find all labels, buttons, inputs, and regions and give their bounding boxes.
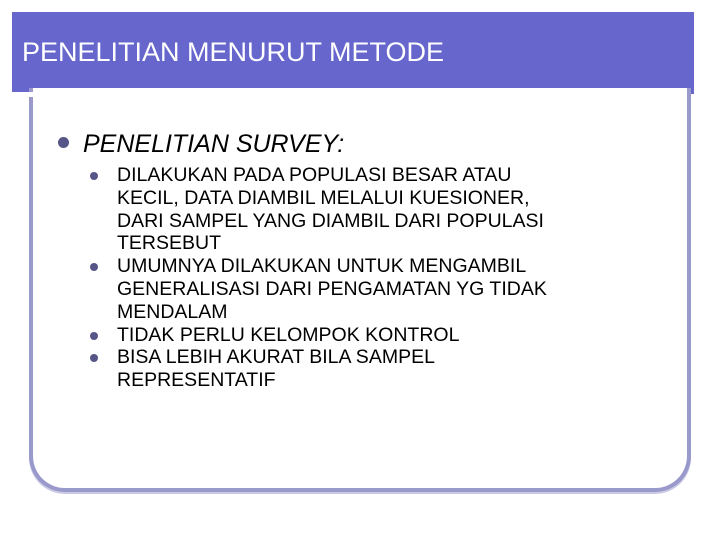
list-item-line: UMUMNYA DILAKUKAN UNTUK MENGAMBIL [117,255,527,278]
list-item [90,255,660,323]
list-item-line: TIDAK PERLU KELOMPOK KONTROL [117,323,460,346]
list-item [90,164,660,255]
slide-title: PENELITIAN MENURUT METODE [22,37,445,67]
list-item-line: DARI SAMPEL YANG DIAMBIL DARI POPULASI [117,209,544,232]
title-underline [0,92,637,97]
bullet-icon [58,137,69,148]
heading-item [58,128,344,160]
list-item-line: DILAKUKAN PADA POPULASI BESAR ATAU [117,164,512,186]
bullet-list [90,164,660,392]
list-item-line: GENERALISASI DARI PENGAMATAN YG TIDAK [117,277,547,300]
bullet-icon [90,263,98,271]
bullet-icon [90,332,98,340]
list-item [90,346,660,392]
list-item-line: REPRESENTATIF [117,369,276,392]
list-item-line: KECIL, DATA DIAMBIL MELALUI KUESIONER, [117,186,530,209]
list-item-line: TERSEBUT [117,232,222,255]
list-item-line: BISA LEBIH AKURAT BILA SAMPEL [117,346,435,369]
bullet-icon [90,354,98,362]
list-item-line: MENDALAM [117,300,228,323]
slide-heading: PENELITIAN SURVEY: [83,130,345,158]
bullet-icon [90,172,98,180]
list-item [90,324,660,347]
